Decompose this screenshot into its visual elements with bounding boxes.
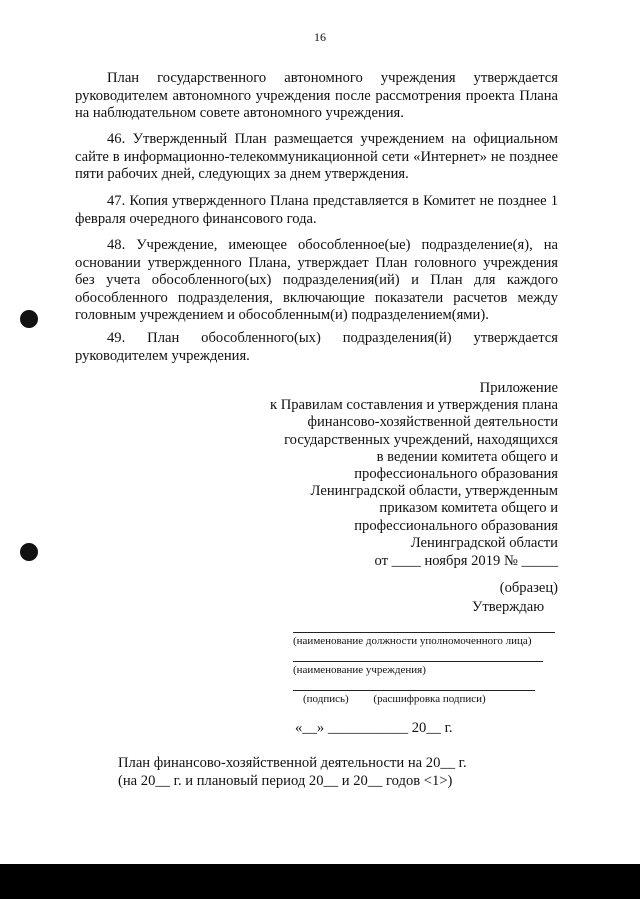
sign-caption: (подпись) <box>303 693 349 705</box>
paragraph-47: 47. Копия утвержденного Плана представляется в Комитет не позднее 1 февраля очередного финансового года. <box>75 193 558 227</box>
sign-line <box>293 690 535 691</box>
paragraph-46: 46. Утвержденный План размещается учреждением на официальном сайте в информационно-телекоммуникационной сети «Интернет» не позднее пяти рабочих дней, следующих за днем утверждения. <box>75 131 558 183</box>
institution-signature-block <box>293 661 543 676</box>
position-signature-block <box>293 632 555 647</box>
sign-block <box>293 690 535 705</box>
page-number: 16 <box>314 30 326 44</box>
appendix-line: государственных учреждений, находящихся <box>284 431 558 448</box>
position-caption: (наименование должности уполномоченного лица) <box>293 635 532 647</box>
appendix-line: Приложение <box>479 380 558 396</box>
appendix-line: Ленинградской области, утвержденным <box>310 483 558 500</box>
plan-title <box>118 754 518 790</box>
appendix-line: приказом комитета общего и <box>379 500 558 517</box>
decoding-caption: (расшифровка подписи) <box>373 693 486 705</box>
position-line <box>293 632 555 633</box>
plan-title-line-1: План финансово-хозяйственной деятельности на 20__ г. <box>118 755 467 771</box>
appendix-date-line: от ____ ноября 2019 № _____ <box>374 553 558 570</box>
appendix-line: профессионального образования <box>354 466 558 483</box>
appendix-header <box>238 380 558 597</box>
institution-caption: (наименование учреждения) <box>293 664 426 676</box>
appendix-line: к Правилам составления и утверждения плана <box>269 397 558 414</box>
appendix-line: Ленинградской области <box>410 534 558 551</box>
institution-line <box>293 661 543 662</box>
punch-hole-mark <box>20 543 38 561</box>
paragraph-approval: План государственного автономного учреждения утверждается руководителем автономного учреждения после рассмотрения проекта Плана на наблюдательном совете автономного учреждения. <box>75 70 558 122</box>
scan-bottom-border <box>0 864 640 899</box>
approval-date-row: «__» ___________ 20__ г. <box>295 720 453 736</box>
plan-title-line-2: (на 20__ г. и плановый период 20__ и 20__ годов <1>) <box>118 773 453 789</box>
sample-label: (образец) <box>499 580 558 597</box>
paragraph-48: 48. Учреждение, имеющее обособленное(ые) подразделение(я), на основании утвержденного Плана, утверждает План головного учреждения без учета обособленного(ых) подразделения(ий) и План для каждого обособленного подразделения, включающие показатели расчетов между головным учреждением и обособленным(и) подразделением(ями). <box>75 237 558 324</box>
appendix-line: в ведении комитета общего и <box>376 448 558 465</box>
appendix-line: финансово-хозяйственной деятельности <box>307 414 558 431</box>
paragraph-49: 49. План обособленного(ых) подразделения(й) утверждается руководителем учреждения. <box>75 330 558 364</box>
appendix-line: профессионального образования <box>354 517 558 534</box>
approve-label: Утверждаю <box>472 599 545 615</box>
punch-hole-mark <box>20 310 38 328</box>
